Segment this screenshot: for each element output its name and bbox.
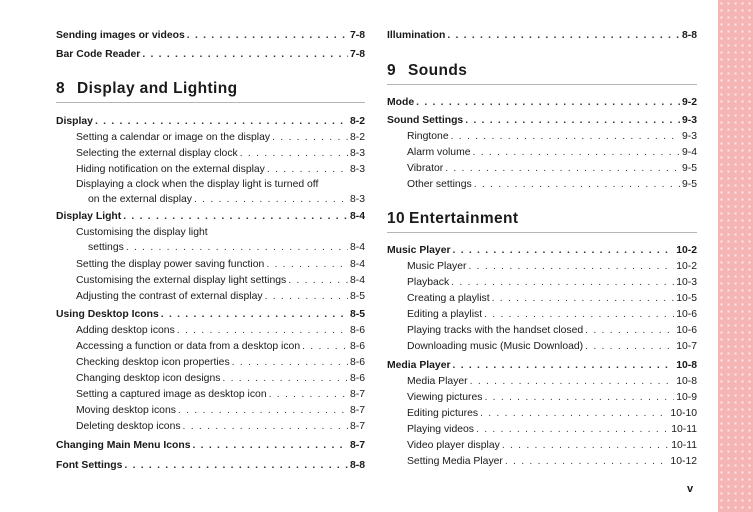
- toc-entry-page: 7-8: [349, 30, 365, 41]
- leader-dots: [451, 129, 680, 145]
- toc-entry-title: Ringtone: [407, 131, 449, 142]
- toc-entry-page: 8-6: [349, 357, 365, 368]
- toc-section-display[interactable]: [56, 114, 365, 130]
- toc-entry-title: Bar Code Reader: [56, 49, 141, 60]
- toc-entry-title: Display Light: [56, 211, 122, 222]
- toc-entry-page: 9-4: [681, 147, 697, 158]
- toc-entry[interactable]: [56, 289, 365, 305]
- chapter-heading-8: [56, 80, 365, 103]
- toc-entry-title: Media Player: [387, 360, 451, 371]
- chapter-number: 9: [387, 62, 397, 79]
- leader-dots: [470, 374, 675, 390]
- leader-dots: [585, 339, 674, 355]
- toc-entry[interactable]: [56, 403, 365, 419]
- toc-entry-page: 8-3: [349, 148, 365, 159]
- leader-dots: [453, 243, 675, 259]
- toc-entry-page: 8-4: [349, 211, 365, 222]
- toc-entry[interactable]: [387, 129, 697, 145]
- toc-section-font-settings[interactable]: [56, 458, 365, 474]
- leader-dots: [302, 339, 348, 355]
- toc-entry-page: 10-11: [671, 440, 697, 451]
- toc-entry[interactable]: [387, 161, 697, 177]
- leader-dots: [505, 454, 669, 470]
- leader-dots: [177, 323, 348, 339]
- toc-entry-title: Creating a playlist: [407, 293, 490, 304]
- toc-section-sound-settings[interactable]: [387, 113, 697, 129]
- toc-entry-page: 10-8: [676, 376, 697, 387]
- chapter-number: 10: [387, 210, 406, 227]
- leader-dots: [480, 406, 668, 422]
- toc-entry-title: Playback: [407, 277, 450, 288]
- toc-entry[interactable]: [387, 145, 697, 161]
- toc-entry[interactable]: [387, 374, 697, 390]
- toc-section-mode[interactable]: [387, 95, 697, 111]
- toc-section-music-player[interactable]: [387, 243, 697, 259]
- toc-entry-wrapped-line[interactable]: Customising the display light: [76, 227, 208, 238]
- leader-dots: [95, 114, 348, 130]
- leader-dots: [267, 162, 348, 178]
- toc-entry-title: Media Player: [407, 376, 468, 387]
- toc-entry-title: on the external display: [88, 194, 192, 205]
- leader-dots: [447, 28, 680, 44]
- toc-entry-page: 10-3: [676, 277, 697, 288]
- toc-entry-page: 8-4: [349, 242, 365, 253]
- toc-entry-page: 10-10: [670, 408, 697, 419]
- leader-dots: [240, 146, 348, 162]
- toc-entry[interactable]: [56, 273, 365, 289]
- leader-dots: [416, 95, 680, 111]
- toc-entry-title: Checking desktop icon properties: [76, 357, 230, 368]
- toc-entry-page: 8-6: [349, 325, 365, 336]
- leader-dots: [473, 145, 680, 161]
- toc-entry[interactable]: [387, 291, 697, 307]
- decorative-sidebar: [718, 0, 753, 512]
- toc-entry-page: 8-2: [349, 116, 365, 127]
- toc-entry-title: Changing Main Menu Icons: [56, 440, 191, 451]
- leader-dots: [142, 47, 348, 63]
- toc-entry-title: Hiding notification on the external display: [76, 164, 265, 175]
- leader-dots: [266, 257, 348, 273]
- leader-dots: [232, 355, 348, 371]
- toc-entry[interactable]: [56, 323, 365, 339]
- toc-entry-wrapped-line[interactable]: Displaying a clock when the display light is turned off: [76, 179, 319, 190]
- leader-dots: [124, 458, 348, 474]
- toc-entry[interactable]: [56, 240, 365, 256]
- toc-entry[interactable]: [56, 371, 365, 387]
- leader-dots: [453, 358, 675, 374]
- toc-entry-title: Customising the external display light settings: [76, 275, 287, 286]
- leader-dots: [193, 438, 348, 454]
- leader-dots: [269, 387, 348, 403]
- leader-dots: [465, 113, 680, 129]
- toc-entry-page: 9-5: [681, 179, 697, 190]
- toc-entry-page: 10-2: [676, 261, 697, 272]
- leader-dots: [183, 419, 348, 435]
- leader-dots: [474, 177, 680, 193]
- toc-entry-page: 10-12: [670, 456, 697, 467]
- leader-dots: [222, 371, 348, 387]
- toc-entry[interactable]: [387, 422, 697, 438]
- toc-entry-title: Viewing pictures: [407, 392, 483, 403]
- toc-entry-page: 10-7: [676, 341, 697, 352]
- toc-entry[interactable]: [56, 162, 365, 178]
- toc-entry-page: 7-8: [349, 49, 365, 60]
- toc-entry-title: Moving desktop icons: [76, 405, 176, 416]
- toc-entry-title: Font Settings: [56, 460, 123, 471]
- toc-entry-title: Setting the display power saving function: [76, 259, 265, 270]
- toc-entry-page: 10-5: [676, 293, 697, 304]
- leader-dots: [194, 192, 348, 208]
- toc-entry-page: 9-3: [681, 131, 697, 142]
- toc-entry[interactable]: [387, 177, 697, 193]
- leader-dots: [484, 307, 674, 323]
- toc-entry[interactable]: [387, 438, 697, 454]
- toc-entry-title: Setting a calendar or image on the display: [76, 132, 271, 143]
- toc-entry-title: Alarm volume: [407, 147, 471, 158]
- toc-entry-title: Music Player: [387, 245, 451, 256]
- toc-entry-title: Selecting the external display clock: [76, 148, 238, 159]
- toc-entry-page: 10-2: [676, 245, 697, 256]
- toc-entry-title: Playing videos: [407, 424, 475, 435]
- chapter-title: Sounds: [408, 62, 468, 79]
- toc-entry[interactable]: [56, 339, 365, 355]
- toc-entry-title: Accessing a function or data from a desktop icon: [76, 341, 301, 352]
- leader-dots: [451, 275, 674, 291]
- toc-entry[interactable]: [387, 406, 697, 422]
- toc-entry-page: 8-6: [349, 341, 365, 352]
- toc-entry-page: 10-8: [676, 360, 697, 371]
- toc-entry-page: 9-5: [681, 163, 697, 174]
- toc-entry-page: 9-2: [681, 97, 697, 108]
- toc-entry-page: 9-3: [681, 115, 697, 126]
- toc-entry-page: 8-7: [349, 405, 365, 416]
- toc-entry-title: Adjusting the contrast of external display: [76, 291, 263, 302]
- leader-dots: [126, 240, 348, 256]
- toc-entry-title: Changing desktop icon designs: [76, 373, 221, 384]
- toc-entry[interactable]: [56, 146, 365, 162]
- toc-entry-title: Music Player: [407, 261, 467, 272]
- leader-dots: [265, 289, 348, 305]
- toc-entry[interactable]: [56, 28, 365, 44]
- toc-entry-page: 10-6: [676, 309, 697, 320]
- toc-entry-title: Setting Media Player: [407, 456, 503, 467]
- chapter-heading-10: [387, 210, 697, 233]
- toc-section-display-light[interactable]: [56, 209, 365, 225]
- toc-entry[interactable]: [387, 259, 697, 275]
- toc-section-main-menu-icons[interactable]: [56, 438, 365, 454]
- leader-dots: [502, 438, 669, 454]
- chapter-title: Entertainment: [409, 210, 519, 227]
- toc-entry[interactable]: [56, 130, 365, 146]
- chapter-heading-9: [387, 62, 697, 85]
- toc-section-media-player[interactable]: [387, 358, 697, 374]
- toc-entry-title: Mode: [387, 97, 415, 108]
- toc-entry-title: Setting a captured image as desktop icon: [76, 389, 267, 400]
- leader-dots: [492, 291, 675, 307]
- toc-entry-page: 8-4: [349, 259, 365, 270]
- toc-entry-page: 10-11: [671, 424, 697, 435]
- leader-dots: [445, 161, 680, 177]
- leader-dots: [161, 307, 348, 323]
- toc-entry-page: 8-5: [349, 291, 365, 302]
- toc-entry-title: Video player display: [407, 440, 500, 451]
- leader-dots: [187, 28, 348, 44]
- toc-entry-title: Display: [56, 116, 93, 127]
- toc-entry[interactable]: [56, 419, 365, 435]
- toc-entry-page: 8-7: [349, 440, 365, 451]
- toc-entry-page: 10-9: [676, 392, 697, 403]
- toc-entry[interactable]: [387, 339, 697, 355]
- toc-entry-title: Sending images or videos: [56, 30, 185, 41]
- toc-entry[interactable]: [387, 390, 697, 406]
- toc-entry-title: Vibrator: [407, 163, 444, 174]
- toc-entry[interactable]: [56, 387, 365, 403]
- toc-entry-page: 8-2: [349, 132, 365, 143]
- chapter-title: Display and Lighting: [77, 80, 238, 97]
- toc-entry-page: 8-8: [349, 460, 365, 471]
- toc-entry[interactable]: [56, 47, 365, 63]
- toc-entry-page: 8-3: [349, 194, 365, 205]
- toc-entry[interactable]: [387, 275, 697, 291]
- chapter-number: 8: [56, 80, 66, 97]
- toc-entry-title: Sound Settings: [387, 115, 464, 126]
- leader-dots: [178, 403, 348, 419]
- toc-entry-page: 8-6: [349, 373, 365, 384]
- toc-entry-title: Illumination: [387, 30, 446, 41]
- toc-entry-page: 8-8: [681, 30, 697, 41]
- toc-entry[interactable]: [56, 257, 365, 273]
- toc-entry-title: Other settings: [407, 179, 472, 190]
- toc-entry-title: settings: [88, 242, 124, 253]
- toc-entry-page: 8-3: [349, 164, 365, 175]
- toc-entry[interactable]: [387, 323, 697, 339]
- toc-entry-title: Adding desktop icons: [76, 325, 175, 336]
- leader-dots: [484, 390, 674, 406]
- toc-entry[interactable]: [387, 307, 697, 323]
- toc-section-desktop-icons[interactable]: [56, 307, 365, 323]
- page-number: v: [687, 483, 694, 495]
- toc-entry-title: Using Desktop Icons: [56, 309, 159, 320]
- leader-dots: [288, 273, 348, 289]
- toc-entry[interactable]: [387, 454, 697, 470]
- toc-entry-page: 10-6: [676, 325, 697, 336]
- toc-entry-title: Editing pictures: [407, 408, 479, 419]
- toc-entry-page: 8-7: [349, 421, 365, 432]
- toc-entry-title: Downloading music (Music Download): [407, 341, 584, 352]
- toc-entry-title: Deleting desktop icons: [76, 421, 181, 432]
- toc-entry-page: 8-5: [349, 309, 365, 320]
- toc-entry-title: Playing tracks with the handset closed: [407, 325, 584, 336]
- leader-dots: [123, 209, 348, 225]
- leader-dots: [476, 422, 669, 438]
- toc-entry[interactable]: [56, 192, 365, 208]
- leader-dots: [468, 259, 674, 275]
- toc-entry-page: 8-4: [349, 275, 365, 286]
- leader-dots: [585, 323, 674, 339]
- toc-entry[interactable]: [56, 355, 365, 371]
- leader-dots: [272, 130, 348, 146]
- toc-section-illumination[interactable]: [387, 28, 697, 44]
- toc-entry-page: 8-7: [349, 389, 365, 400]
- toc-entry-title: Editing a playlist: [407, 309, 483, 320]
